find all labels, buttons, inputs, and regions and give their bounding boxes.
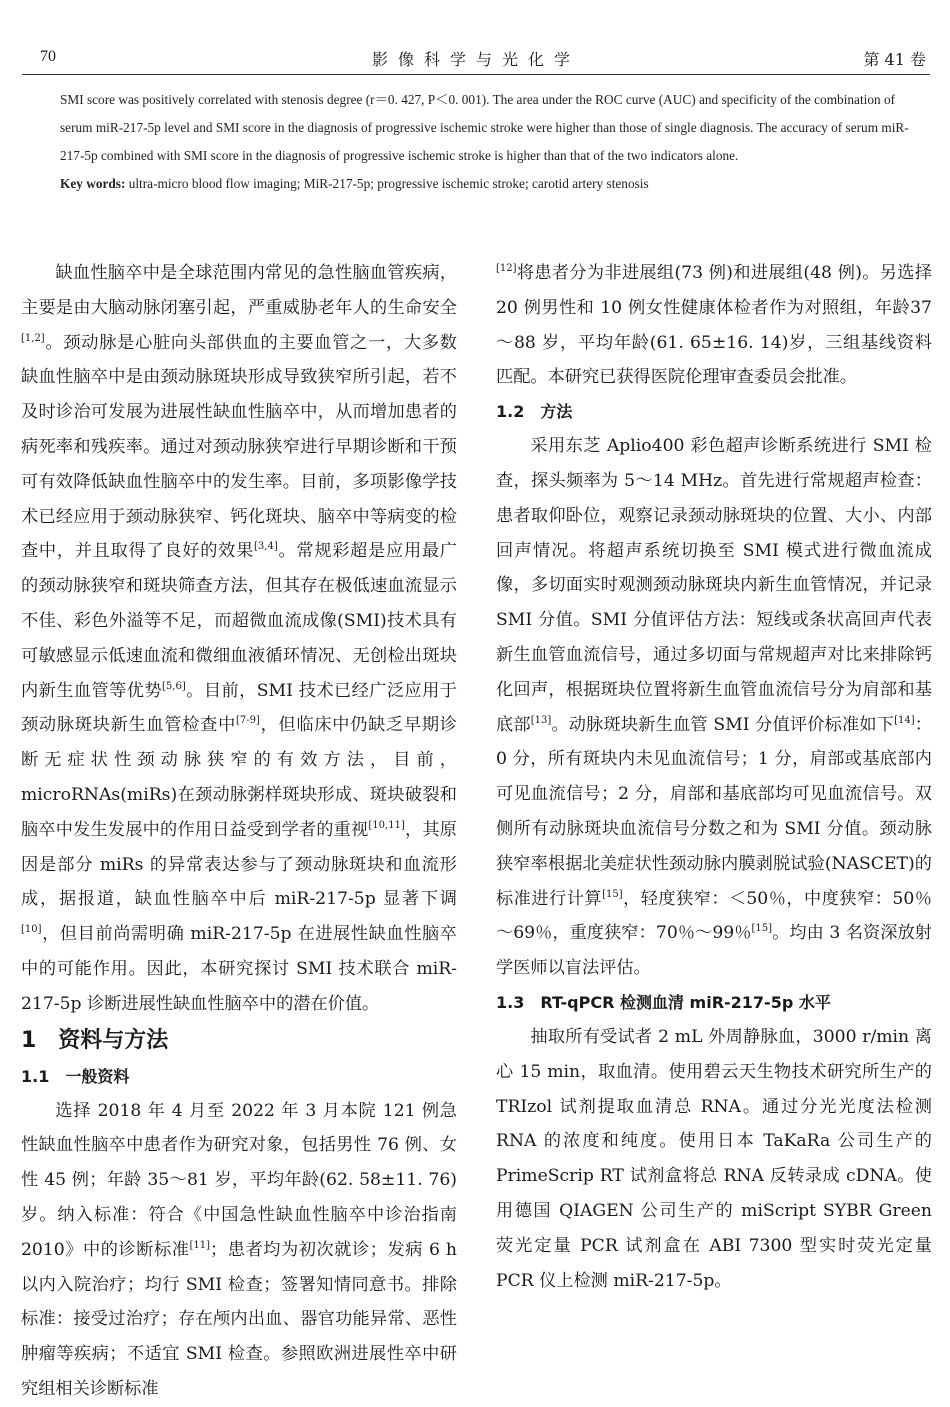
section-heading-1-2: 1.2 方法 <box>496 402 573 422</box>
volume-label: 第 41 卷 <box>863 50 926 69</box>
citation: [14] <box>894 714 915 726</box>
citation: [11] <box>189 1239 211 1251</box>
keywords-text: ultra-micro blood flow imaging; MiR-217-5p; progressive ischemic stroke; carotid artery stenosis <box>128 176 649 191</box>
rtqpcr-paragraph: 抽取所有受试者 2 mL 外周静脉血，3000 r/min 离心 15 min，取血清。使用碧云天生物技术研究所生产的 TRIzol 试剂提取血清总 RNA。通过分光光度法检测 RNA 的浓度和纯度。使用日本 TaKaRa 公司生产的 PrimeScrip RT 试剂盒将总 RNA 反转录成 cDNA。使用德国 QIAGEN 公司生产的 miScript SYBR Green 荧光定量 PCR 试剂盒在 ABI 7300 型实时荧光定量 PCR 仪上检测 miR-217-5p。 <box>496 1026 932 1291</box>
english-abstract <box>60 86 910 198</box>
section-heading-1: 1 资料与方法 <box>21 1027 169 1053</box>
running-header <box>22 44 930 75</box>
citation: [1,2] <box>21 332 45 344</box>
methods-paragraph: 采用东芝 Aplio400 彩色超声诊断系统进行 SMI 检查，探头频率为 5～14 MHz。首先进行常规超声检查：患者取仰卧位，观察记录颈动脉斑块的位置、大小、内部回声情况。将超声系统切换至 SMI 模式进行微血流成像，多切面实时观测颈动脉斑块内新生血管情况，并记录 SMI 分值。SMI 分值评估方法：短线或条状高回声代表新生血管血流信号，通过多切面与常规超声对比来排除钙化回声，根据斑块位置将新生血管血流信号分为肩部和基底部[13]。动脉斑块新生血管 SMI 分值评价标准如下[14]：0 分，所有斑块内未见血流信号；1 分，肩部或基底部内可见血流信号；2 分，肩部和基底部均可见血流信号。双侧所有动脉斑块血流信号分数之和为 SMI 分值。颈动脉狭窄率根据北美症状性颈动脉内膜剥脱试验(NASCET)的标准进行计算[15]，轻度狭窄：＜50％，中度狭窄：50％～69％，重度狭窄：70％～99％[15]。均由 3 名资深放射学医师以盲法评估。 <box>496 436 932 979</box>
journal-title: 影像科学与光化学 <box>371 50 580 69</box>
page-number: 70 <box>40 48 56 65</box>
abstract-text: SMI score was positively correlated with stenosis degree (r＝0. 427, P＜0. 001). The area under the ROC curve (AUC) and specificity of the combination of serum miR-217-5p level and SMI score in the diagnosis of progressive ischemic stroke were higher than those of single diagnosis. The accuracy of serum miR-217-5p combined with SMI score in the diagnosis of progressive ischemic stroke is higher than that of the two indicators alone. <box>60 92 909 163</box>
citation: [5,6] <box>162 680 186 692</box>
keywords-line <box>60 170 910 198</box>
general-data-continued: [12]将患者分为非进展组(73 例)和进展组(48 例)。另选择 20 例男性和 10 例女性健康体检者作为对照组，年龄37～88 岁，平均年龄(61. 65±16. 14)岁，三组基线资料匹配。本研究已获得医院伦理审查委员会批准。 <box>496 263 932 388</box>
citation: [15] <box>751 923 773 935</box>
right-column <box>496 256 932 1298</box>
left-column <box>21 256 457 1407</box>
citation: [12] <box>496 263 517 274</box>
keywords-label: Key words: <box>60 176 126 191</box>
citation: [7-9] <box>236 715 260 727</box>
citation: [10,11] <box>368 819 405 831</box>
general-data-paragraph: 选择 2018 年 4 月至 2022 年 3 月本院 121 例急性缺血性脑卒中患者作为研究对象，包括男性 76 例、女性 45 例；年龄 35～81 岁，平均年龄(62. 58±11. 76)岁。纳入标准：符合《中国急性缺血性脑卒中诊治指南 2010》中的诊断标准[11]；患者均为初次就诊；发病 6 h 以内入院治疗；均行 SMI 检查；签署知情同意书。排除标准：接受过治疗；存在颅内出血、器官功能异常、恶性肿瘤等疾病；不适宜 SMI 检查。参照欧洲进展性卒中研究组相关诊断标准 <box>21 1100 457 1399</box>
intro-paragraph: 缺血性脑卒中是全球范围内常见的急性脑血管疾病，主要是由大脑动脉闭塞引起，严重威胁老年人的生命安全[1,2]。颈动脉是心脏向头部供血的主要血管之一，大多数缺血性脑卒中是由颈动脉斑块形成导致狭窄所引起，若不及时诊治可发展为进展性缺血性脑卒中，从而增加患者的病死率和残疾率。通过对颈动脉狭窄进行早期诊断和干预可有效降低缺血性脑卒中的发生率。目前，多项影像学技术已经应用于颈动脉狭窄、钙化斑块、脑卒中等病变的检查中，并且取得了良好的效果[3,4]。常规彩超是应用最广的颈动脉狭窄和斑块筛查方法，但其存在极低速血流显示不佳、彩色外溢等不足，而超微血流成像(SMI)技术具有可敏感显示低速血流和微细血液循环情况、无创检出斑块内新生血管等优势[5,6]。目前，SMI 技术已经广泛应用于颈动脉斑块新生血管检查中[7-9]，但临床中仍缺乏早期诊断无症状性颈动脉狭窄的有效方法，目前，microRNAs(miRs)在颈动脉粥样斑块形成、斑块破裂和脑卒中发生发展中的作用日益受到学者的重视[10,11]，其原因是部分 miRs 的异常表达参与了颈动脉斑块和血流形成，据报道，缺血性脑卒中后 miR-217-5p 显著下调[10]，但目前尚需明确 miR-217-5p 在进展性缺血性脑卒中的可能作用。因此，本研究探讨 SMI 技术联合 miR-217-5p 诊断进展性缺血性脑卒中的潜在价值。 <box>21 263 457 1014</box>
citation: [10] <box>21 924 42 936</box>
section-heading-1-1: 1.1 一般资料 <box>21 1066 130 1086</box>
citation: [3,4] <box>254 541 278 553</box>
citation: [13] <box>530 714 552 726</box>
citation: [15] <box>602 888 623 900</box>
section-heading-1-3: 1.3 RT-qPCR 检测血清 miR-217-5p 水平 <box>496 992 831 1012</box>
